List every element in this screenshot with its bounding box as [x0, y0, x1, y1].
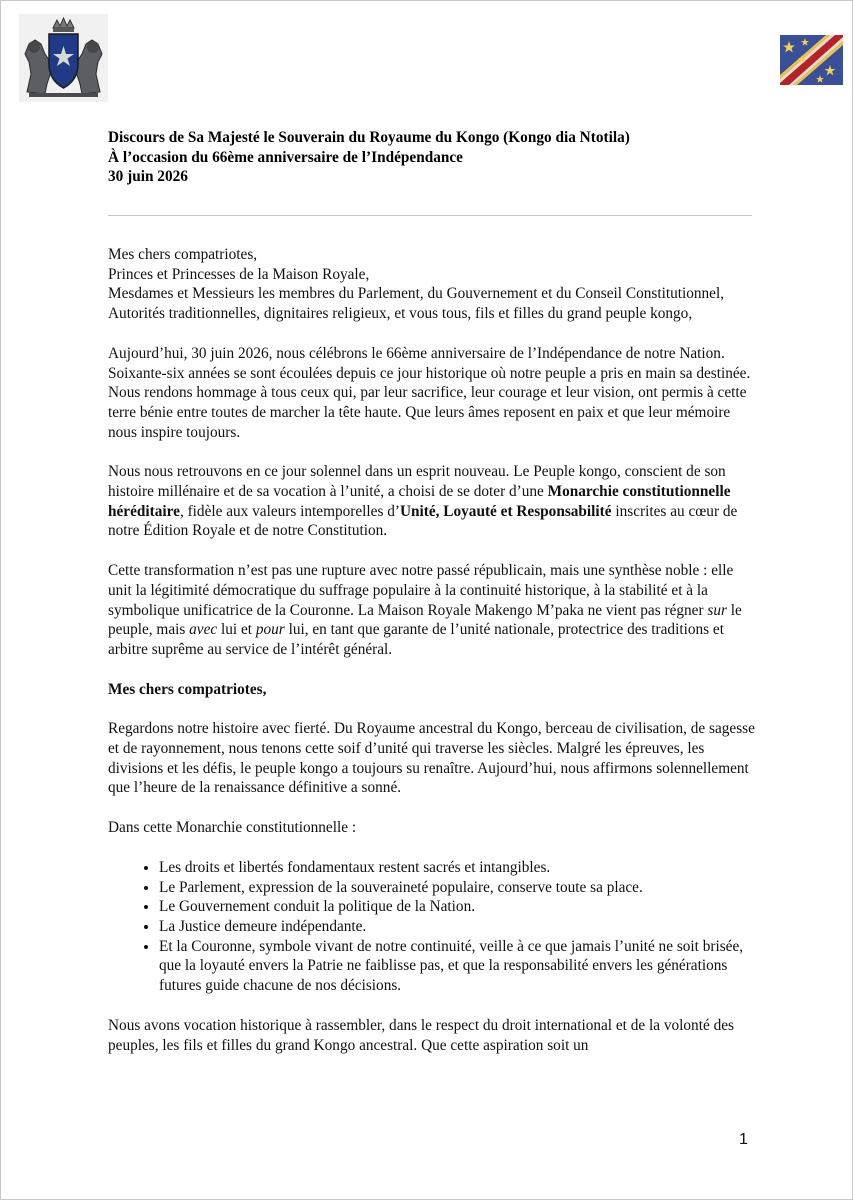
greeting-line: Mes chers compatriotes, — [108, 246, 258, 263]
paragraph: Dans cette Monarchie constitutionnelle : — [108, 819, 357, 837]
speech-date: 30 juin 2026 — [108, 168, 188, 185]
section-heading — [108, 680, 758, 700]
text-run: , fidèle aux valeurs intemporelles d’ — [179, 502, 400, 520]
paragraph — [108, 462, 758, 541]
paragraph: Aujourd’hui, 30 juin 2026, nous célébrons le 66ème anniversaire de l’Indépendance de notre Nation. Soixante-six années se sont écoulées depuis ce jour historique où notre peuple a pris en main sa destinée. Nous rendons hommage à tous ceux qui, par leur sacrifice, leur courage et leur vision, ont permis à cette terre bénie entre toutes de marcher la tête haute. Que leurs âmes reposent en paix et que leur mémoire nous inspire toujours. — [108, 344, 751, 441]
heading-text: Mes chers compatriotes, — [108, 680, 267, 698]
paragraph — [108, 561, 758, 660]
list-item: • Les droits et libertés fondamentaux restent sacrés et intangibles. — [159, 858, 758, 878]
greeting-line: Mesdames et Messieurs les membres du Parlement, du Gouvernement et du Conseil Constitutionnel, — [108, 285, 725, 303]
italic-text: sur — [707, 601, 727, 619]
paragraph: Regardons notre histoire avec fierté. Du Royaume ancestral du Kongo, berceau de civilisation, de sagesse et de rayonnement, nous tenons cette soif d’unité qui traverse les siècles. Malgré les épreuves, les divisions et les défis, le peuple kongo a toujours su renaître. Aujourd’hui, nous affirmons solennellement que l’heure de la renaissance définitive a sonné. — [108, 720, 755, 797]
speech-header — [108, 128, 758, 187]
text-run: Nous nous retrouvons en ce jour solennel dans un esprit nouveau. Le Peuple kongo, conscient de son histoire millénaire et de sa vocation à l’unité, a choisi de se doter d’une — [108, 463, 726, 501]
text-run: lui, en tant que garante de l’unité nationale, protectrice des traditions et arbitre suprême au service de l’intérêt général. — [108, 621, 724, 658]
list-item: • Le Gouvernement conduit la politique de la Nation. — [159, 897, 758, 917]
greeting-line: Princes et Princesses de la Maison Royale, — [108, 265, 370, 283]
bold-text: Unité, Loyauté et Responsabilité — [399, 502, 612, 520]
speech-body — [108, 245, 758, 1075]
text-run: inscrites au cœur de notre Édition Royale et de notre Constitution. — [108, 502, 738, 540]
royal-coat-of-arms-icon — [19, 14, 108, 102]
paragraph: Nous avons vocation historique à rassembler, dans le respect du droit international et de la volonté des peuples, les fils et filles du grand Kongo ancestral. Que cette aspiration soit un — [108, 1016, 734, 1054]
list-item: • Et la Couronne, symbole vivant de notre continuité, veille à ce que jamais l’unité ne soit brisée, que la loyauté envers la Patrie ne faiblisse pas, et que la responsabilité envers les générations futures guide chacune de nos décisions. — [159, 937, 758, 996]
text-run: lui et — [217, 621, 256, 639]
text-run: Cette transformation n’est pas une rupture avec notre passé républicain, mais une synthèse noble : elle unit la légitimité démocratique du suffrage populaire à la continuité historique, à la stabilité et à la symbolique unificatrice de la Couronne. La Maison Royale Makengo M’paka ne vient pas régner — [108, 562, 734, 619]
greeting-block — [108, 245, 758, 324]
list-item: • Le Parlement, expression de la souveraineté populaire, conserve toute sa place. — [159, 878, 758, 898]
list-item: • La Justice demeure indépendante. — [159, 917, 758, 937]
bullet-list — [108, 858, 758, 996]
kongo-flag-icon — [780, 35, 843, 85]
italic-text: avec — [189, 621, 218, 639]
greeting-line: Autorités traditionnelles, dignitaires religieux, et vous tous, fils et filles du grand peuple kongo, — [108, 305, 693, 323]
speech-title: Discours de Sa Majesté le Souverain du Royaume du Kongo (Kongo dia Ntotila) — [108, 129, 630, 146]
text-run: le peuple, mais — [108, 601, 742, 639]
header-divider — [108, 215, 752, 216]
bold-text: Monarchie constitutionnelle héréditaire — [108, 483, 731, 520]
speech-occasion: À l’occasion du 66ème anniversaire de l’Indépendance — [108, 148, 463, 166]
italic-text: pour — [255, 621, 285, 639]
page-number: 1 — [739, 1131, 748, 1148]
